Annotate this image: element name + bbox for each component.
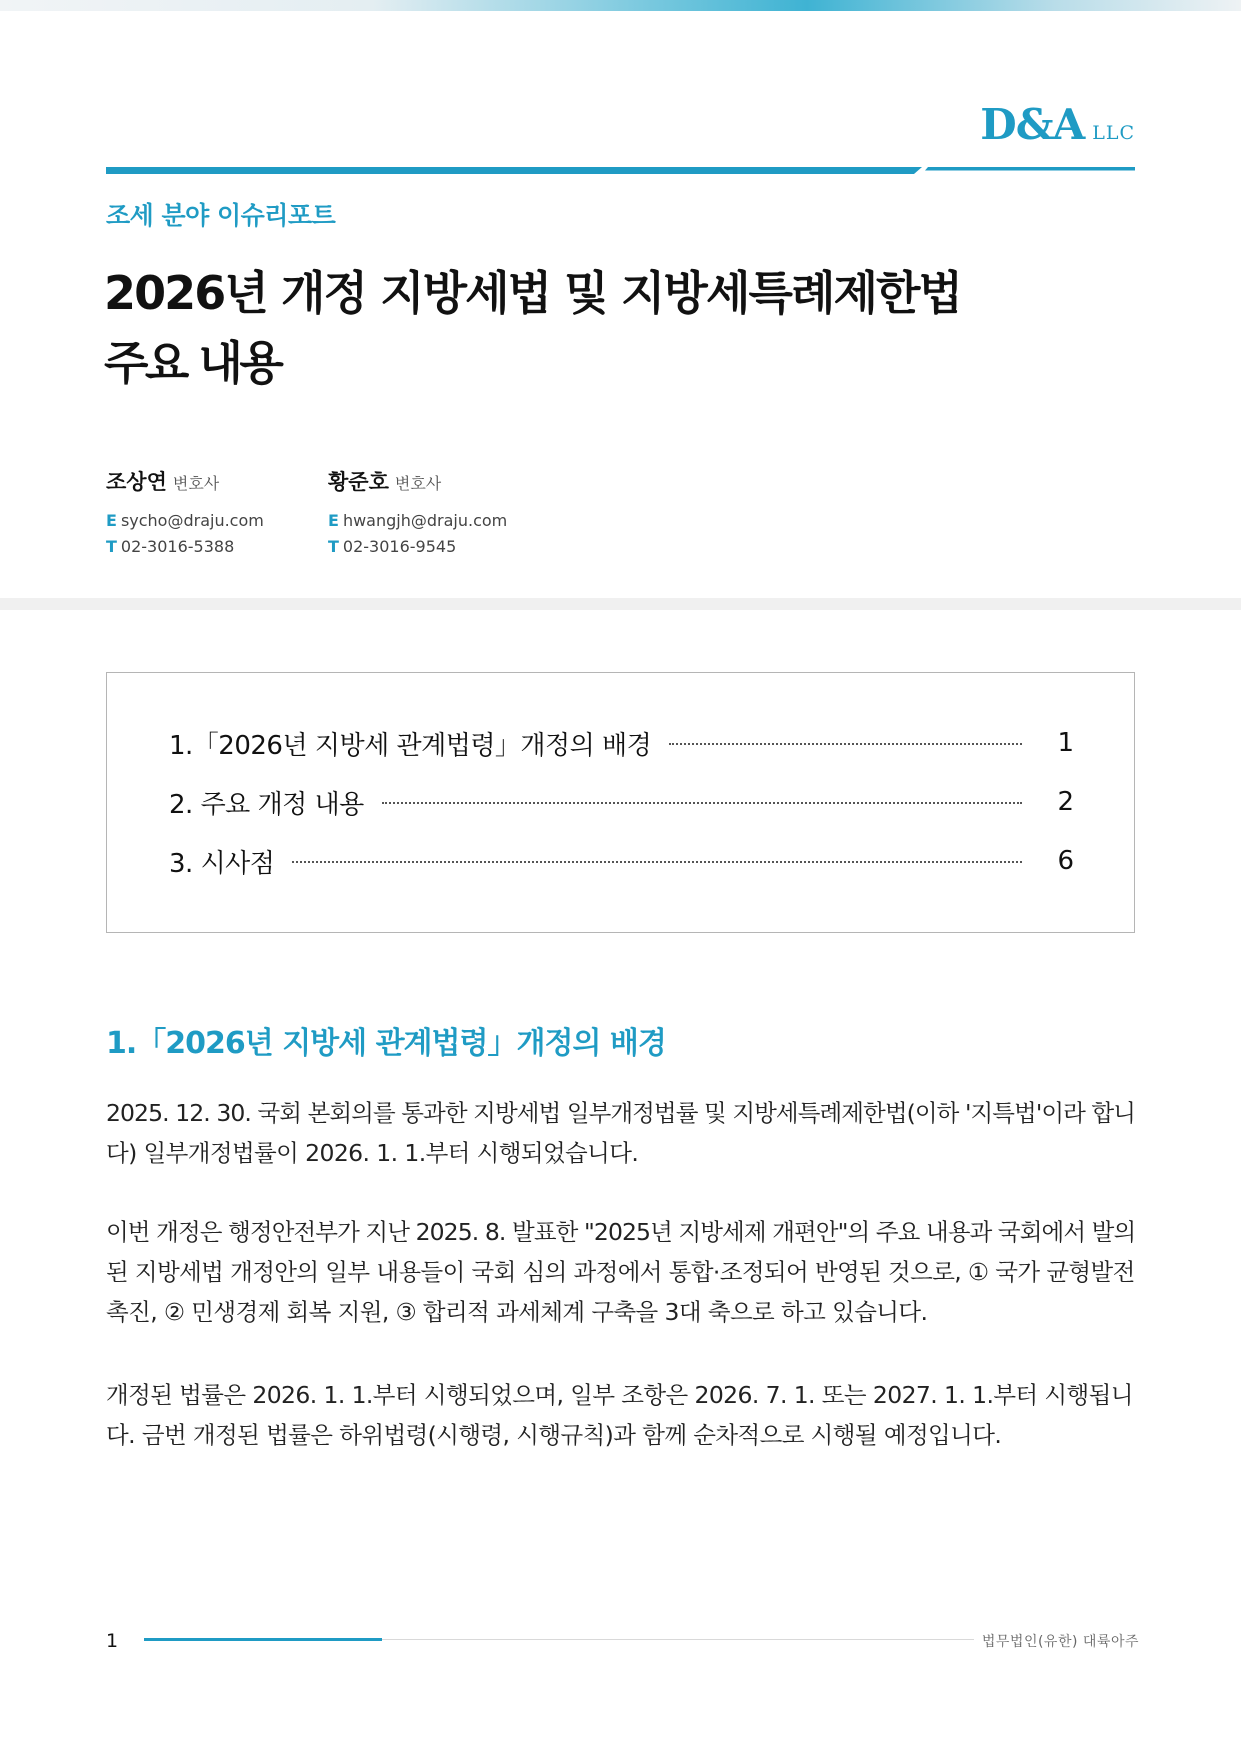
toc-leader-dots <box>382 802 1022 804</box>
toc-item[interactable] <box>169 782 1074 822</box>
toc-page-number: 6 <box>1057 846 1074 876</box>
paragraph-line: 다) 일부개정법률이 2026. 1. 1.부터 시행되었습니다. <box>106 1139 639 1167</box>
section-separator-band <box>0 598 1241 610</box>
paragraph-line: 촉진, ② 민생경제 회복 지원, ③ 합리적 과세체계 구축을 3대 축으로 하고 있습니다. <box>106 1298 928 1326</box>
body-paragraph <box>106 1375 1135 1455</box>
paragraph-line: 이번 개정은 행정안전부가 지난 2025. 8. 발표한 "2025년 지방세제 개편안"의 주요 내용과 국회에서 발의 <box>106 1218 1136 1246</box>
paragraph-line: 다. 금번 개정된 법률은 하위법령(시행령, 시행규칙)과 함께 순차적으로 시행될 예정입니다. <box>106 1421 1002 1449</box>
footer-firm-name: 법무법인(유한) 대륙아주 <box>981 1634 1139 1650</box>
phone-label: T <box>328 537 339 556</box>
author-role: 변호사 <box>394 474 442 493</box>
toc-leader-dots <box>292 861 1022 863</box>
report-category: 조세 분야 이슈리포트 <box>106 201 336 230</box>
toc-item-label: 2. 주요 개정 내용 <box>169 789 364 820</box>
paragraph-line: 된 지방세법 개정안의 일부 내용들이 국회 심의 과정에서 통합·조정되어 반영된 것으로, ① 국가 균형발전 <box>106 1258 1135 1286</box>
author-email-row <box>328 508 507 534</box>
paragraph-line: 개정된 법률은 2026. 1. 1.부터 시행되었으며, 일부 조항은 2026. 7. 1. 또는 2027. 1. 1.부터 시행됩니 <box>106 1381 1133 1409</box>
company-logo <box>980 100 1135 149</box>
author-email-link[interactable]: hwangjh@draju.com <box>342 511 508 530</box>
section-heading: 1.「2026년 지방세 관계법령」개정의 배경 <box>106 1026 666 1061</box>
title-line-2: 주요 내용 <box>104 336 281 390</box>
toc-page-number: 2 <box>1057 787 1074 817</box>
paragraph-line: 2025. 12. 30. 국회 본회의를 통과한 지방세법 일부개정법률 및 지방세특례제한법(이하 '지특법'이라 합니 <box>106 1099 1136 1127</box>
toc-item-label: 3. 시사점 <box>169 848 275 879</box>
header-divider <box>106 163 1135 177</box>
author-name: 황준호 <box>328 470 389 494</box>
author-phone-row <box>328 534 507 560</box>
author-role: 변호사 <box>172 474 220 493</box>
title-line-1: 2026년 개정 지방세법 및 지방세특례제한법 <box>104 266 962 320</box>
table-of-contents <box>106 672 1135 933</box>
toc-item[interactable] <box>169 841 1074 881</box>
email-label: E <box>328 511 339 530</box>
author-phone-row <box>106 534 264 560</box>
footer-page-number: 1 <box>106 1630 119 1652</box>
author-card <box>106 466 264 560</box>
author-card <box>328 466 507 560</box>
page-title <box>104 258 1144 398</box>
author-email-row <box>106 508 264 534</box>
author-phone: 02-3016-9545 <box>342 537 457 556</box>
author-name: 조상연 <box>106 470 167 494</box>
footer-divider <box>144 1638 974 1642</box>
body-paragraph <box>106 1093 1135 1173</box>
top-gradient-strip <box>0 0 1241 11</box>
body-paragraph <box>106 1212 1135 1332</box>
author-email-link[interactable]: sycho@draju.com <box>120 511 264 530</box>
toc-item-label: 1.「2026년 지방세 관계법령」개정의 배경 <box>169 730 652 761</box>
email-label: E <box>106 511 117 530</box>
author-phone: 02-3016-5388 <box>120 537 235 556</box>
toc-item[interactable] <box>169 723 1074 763</box>
logo-suffix: LLC <box>1092 122 1135 144</box>
phone-label: T <box>106 537 117 556</box>
toc-page-number: 1 <box>1057 728 1074 758</box>
logo-mark: D&A <box>980 100 1085 149</box>
toc-leader-dots <box>669 743 1022 745</box>
